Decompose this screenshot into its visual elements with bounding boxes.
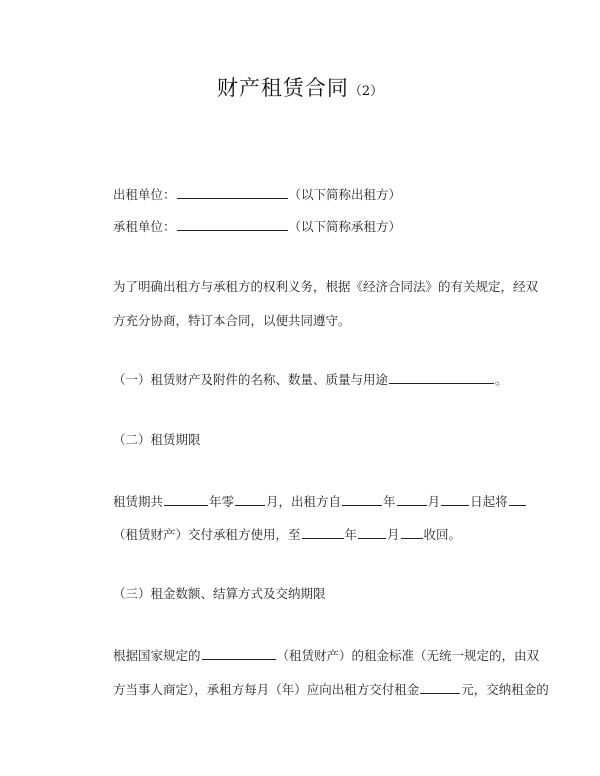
clause2-text-d: 年 [383, 494, 396, 509]
clause3-text-c: 方当事人商定），承租方每月（年）应向出租方交付租金 [113, 682, 420, 697]
rent-amount-blank [420, 681, 460, 694]
end-year-blank [302, 526, 344, 539]
clause2-text-b: 年零 [209, 494, 235, 509]
lessor-label: 出租单位： [113, 187, 176, 202]
title-main: 财产租赁合同 [216, 76, 349, 100]
clause2-heading: （二）租赁期限 [113, 432, 201, 447]
term-months-blank [235, 493, 265, 506]
clause3-text-b: （租赁财产）的租金标准（无统一规定的，由双 [276, 648, 540, 663]
clause2-text-h: 年 [344, 527, 358, 542]
end-day-blank [401, 526, 423, 539]
lessor-blank [177, 186, 288, 199]
clause2-text-f: 日起将 [470, 494, 508, 509]
clause3-line-1 [113, 647, 539, 664]
lessor-note: （以下简称出租方） [288, 187, 402, 202]
clause2-line-2 [113, 526, 461, 543]
clause1-text: （一）租赁财产及附件的名称、数量、质量与用途 [113, 372, 389, 387]
clause3-line-2 [113, 681, 549, 698]
clause2-text-a: 租赁期共 [113, 494, 164, 509]
end-month-blank [358, 526, 386, 539]
clause2-text-e: 月 [427, 494, 441, 509]
clause3-text-a: 根据国家规定的 [113, 648, 201, 663]
preamble-line-1: 为了明确出租方与承租方的权利义务，根据《经济合同法》的有关规定，经双 [113, 279, 539, 294]
title-suffix: （2） [348, 84, 384, 99]
clause2-text-c: 月，出租方自 [266, 494, 342, 509]
rent-standard-blank [202, 647, 276, 660]
start-month-blank [397, 493, 427, 506]
clause1-end: 。 [495, 372, 508, 387]
lessee-label: 承租单位： [113, 219, 176, 234]
clause3-text-d: 元，交纳租金的 [461, 682, 549, 697]
clause3-heading: （三）租金数额、结算方式及交纳期限 [113, 586, 326, 601]
lessee-note: （以下简称承租方） [288, 219, 402, 234]
lessor-line [113, 186, 401, 203]
preamble-line-2: 方充分协商，特订本合同，以便共同遵守。 [113, 313, 351, 328]
lessee-line [113, 218, 401, 235]
term-years-blank [164, 493, 208, 506]
lessee-blank [177, 218, 288, 231]
clause1-blank [389, 371, 494, 384]
clause2-text-i: 月 [387, 527, 400, 542]
start-day-blank [441, 493, 469, 506]
clause2-line-1 [113, 493, 527, 510]
property-blank [509, 493, 526, 506]
clause2-text-j: 收回。 [423, 527, 462, 542]
document-title [0, 72, 600, 102]
start-year-blank [342, 493, 382, 506]
clause1-line [113, 371, 508, 388]
clause2-text-g: （租赁财产）交付承租方使用，至 [113, 527, 301, 542]
